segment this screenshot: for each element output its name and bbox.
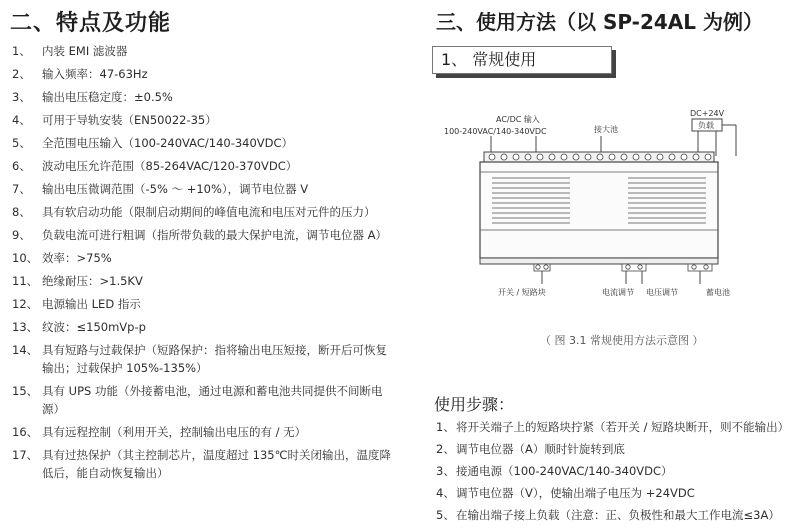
list-item: 13、 纹波：≤150mVp-p	[12, 320, 146, 334]
list-item: 1、 内装 EMI 滤波器	[12, 44, 128, 58]
list-item: 5、 全范围电压输入（100-240VAC/140-340VDC）	[12, 136, 294, 150]
list-item: 2、 调节电位器（A）顺时针旋转到底	[436, 442, 625, 456]
list-item: 8、 具有软启动功能（限制启动期间的峰值电流和电压对元件的压力）	[12, 205, 376, 219]
usage-column	[400, 0, 800, 529]
list-item: 4、 可用于导轨安装（EN50022-35）	[12, 113, 217, 127]
ac-dc-input-label: AC/DC 输入	[496, 115, 540, 124]
list-item: 12、 电源输出 LED 指示	[12, 297, 141, 311]
list-item: 9、 负载电流可进行粗调（指所带负载的最大保护电流，调节电位器 A）	[12, 228, 388, 242]
section-title-usage: 三、使用方法（以 SP-24AL 为例）	[436, 10, 763, 34]
battery-label: 蓄电池	[706, 288, 730, 297]
load-label: 负载	[698, 121, 714, 130]
list-item: 3、 输出电压稳定度：±0.5%	[12, 90, 173, 104]
power-supply-body	[480, 162, 718, 258]
switch-label: 开关 / 短路块	[498, 288, 546, 297]
list-item: 17、 具有过热保护（其主控制芯片，温度超过 135℃时关闭输出，温度降低后，能自动恢复输出）	[12, 448, 392, 480]
list-item: 1、 将开关端子上的短路块拧紧（若开关 / 短路块断开，则不能输出）	[436, 420, 790, 434]
dc-output-label: DC+24V	[690, 109, 725, 118]
list-item: 11、 绝缘耐压：>1.5KV	[12, 274, 143, 288]
list-item: 16、 具有远程控制（利用开关，控制输出电压的有 / 无）	[12, 425, 307, 439]
section-title-features: 二、特点及功能	[10, 11, 172, 36]
wiring-diagram	[436, 100, 766, 310]
steps-list	[436, 418, 796, 528]
feature-list	[12, 42, 392, 487]
steps-title: 使用步骤：	[434, 395, 515, 414]
input-range-label: 100-240VAC/140-340VDC	[444, 127, 547, 136]
battery-connect-label: 接大池	[594, 125, 618, 134]
list-item: 7、 输出电压微调范围（-5% ～ +10%），调节电位器 V	[12, 182, 309, 196]
list-item: 14、 具有短路与过载保护（短路保护：指将输出电压短接，断开后可恢复输出；过载保护 105%-135%）	[12, 343, 387, 375]
list-item: 6、 波动电压允许范围（85-264VAC/120-370VDC）	[12, 159, 298, 173]
subsection-heading: 1、 常规使用	[432, 46, 612, 74]
list-item: 10、 效率：>75%	[12, 251, 112, 265]
figure-caption: （ 图 3.1 常规使用方法示意图 ）	[540, 334, 704, 347]
list-item: 15、 具有 UPS 功能（外接蓄电池，通过电源和蓄电池共同提供不间断电源）	[12, 384, 383, 416]
voltage-adjust-label: 电压调节	[646, 288, 678, 297]
list-item: 3、 接通电源（100-240VAC/140-340VDC）	[436, 464, 673, 478]
list-item: 4、 调节电位器（V），使输出端子电压为 +24VDC	[436, 486, 695, 500]
current-adjust-label: 电流调节	[602, 288, 634, 297]
list-item: 5、 在输出端子接上负载（注意：正、负极性和最大工作电流≤3A）	[436, 508, 780, 522]
list-item: 2、 输入频率：47-63Hz	[12, 67, 148, 81]
